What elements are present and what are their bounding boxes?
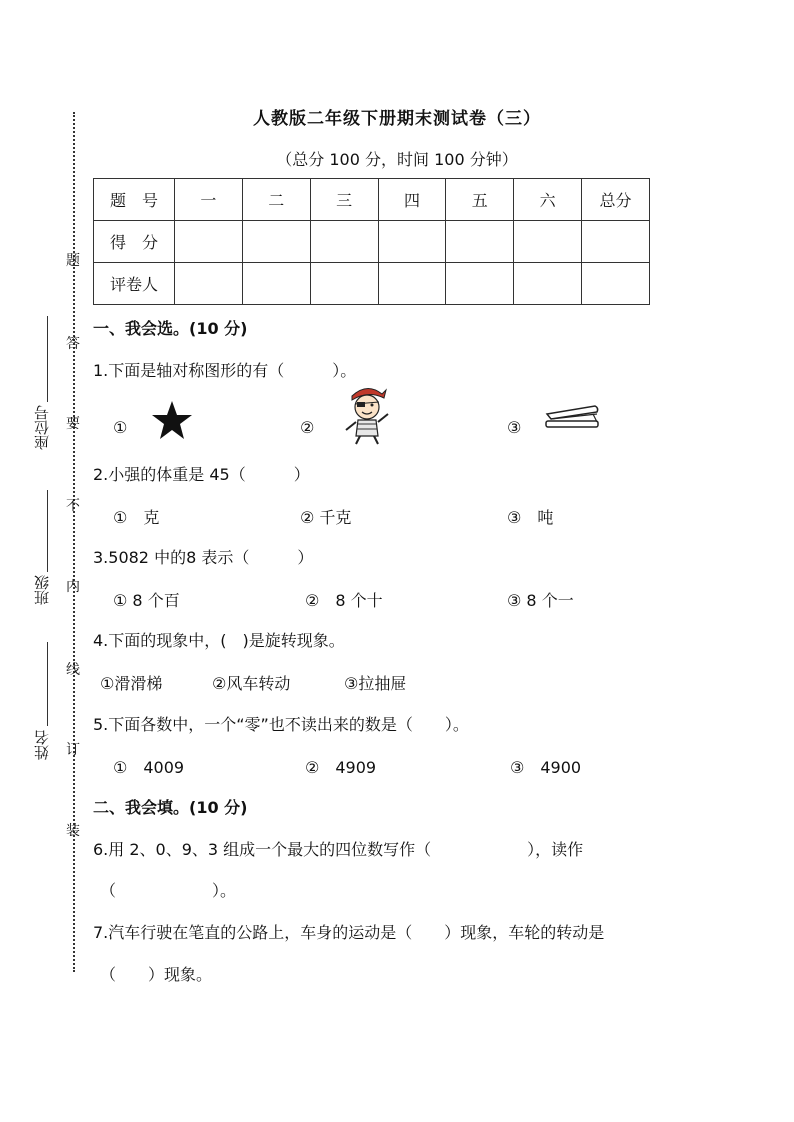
q2-option-3[interactable]: ③ 吨	[507, 508, 554, 527]
class-label: 班级	[33, 575, 51, 605]
table-header-cell: 题 号	[94, 179, 175, 221]
score-cell[interactable]	[514, 221, 582, 263]
table-row	[94, 179, 650, 221]
table-header-cell: 四	[378, 179, 446, 221]
q5-option-2[interactable]: ② 4909	[305, 758, 377, 777]
q5-option-1[interactable]: ① 4009	[113, 758, 185, 777]
score-cell[interactable]	[242, 221, 310, 263]
question-1: 1.下面是轴对称图形的有（ ）。	[93, 361, 357, 380]
margin-notice-char: 线	[66, 662, 80, 678]
score-cell[interactable]	[582, 221, 650, 263]
star-icon	[150, 400, 194, 440]
question-7-line-2: （ ）现象。	[100, 965, 213, 984]
table-header-cell: 三	[310, 179, 378, 221]
question-7-line-1: 7.汽车行驶在笔直的公路上，车身的运动是（ ）现象，车轮的转动是	[93, 923, 605, 942]
margin-notice-char: 不	[66, 498, 80, 514]
q4-option-3[interactable]: ③拉抽屉	[344, 674, 407, 693]
q4-option-2[interactable]: ②风车转动	[212, 674, 291, 693]
table-header-cell: 总分	[582, 179, 650, 221]
grader-cell[interactable]	[582, 263, 650, 305]
margin-notice-char: 订	[66, 742, 80, 758]
score-table	[93, 178, 650, 305]
pirate-cartoon-icon	[338, 380, 396, 446]
margin-notice-char: 答	[66, 336, 80, 352]
table-row	[94, 263, 650, 305]
question-2: 2.小强的体重是 45（ ）	[93, 465, 310, 484]
question-5: 5.下面各数中，一个“零”也不读出来的数是（ ）。	[93, 715, 469, 734]
table-row	[94, 221, 650, 263]
table-header-cell: 二	[242, 179, 310, 221]
q4-option-1[interactable]: ①滑滑梯	[100, 674, 163, 693]
q1-option-1[interactable]: ①	[113, 418, 128, 437]
seat-number-line	[47, 316, 48, 402]
section-title: 二、我会填。(10 分)	[93, 798, 248, 817]
q3-option-3[interactable]: ③ 8 个一	[507, 591, 574, 610]
name-line	[47, 642, 48, 726]
table-header-cell: 一	[175, 179, 243, 221]
binding-dotted-line	[73, 112, 75, 972]
question-6-line-1: 6.用 2、0、9、3 组成一个最大的四位数写作（ ），读作	[93, 840, 584, 859]
stapler-icon	[543, 402, 601, 430]
question-6-line-2: （ ）。	[100, 881, 237, 900]
score-cell[interactable]	[446, 221, 514, 263]
margin-notice-char: 要	[66, 416, 80, 432]
table-header-cell: 五	[446, 179, 514, 221]
score-cell[interactable]	[310, 221, 378, 263]
name-label: 姓名	[33, 730, 51, 760]
margin-notice-char: 内	[66, 579, 80, 595]
seat-number-label: 座位号	[33, 405, 51, 450]
q3-option-2[interactable]: ② 8 个十	[305, 591, 383, 610]
table-row-label: 评卷人	[94, 263, 175, 305]
q1-option-2[interactable]: ②	[300, 418, 315, 437]
section-title: 一、我会选。(10 分)	[93, 319, 248, 338]
margin-notice-char: 装	[66, 823, 80, 839]
grader-cell[interactable]	[310, 263, 378, 305]
grader-cell[interactable]	[378, 263, 446, 305]
page-title: 人教版二年级下册期末测试卷（三）	[253, 109, 541, 129]
table-header-cell: 六	[514, 179, 582, 221]
question-4: 4.下面的现象中，( )是旋转现象。	[93, 631, 345, 650]
grader-cell[interactable]	[242, 263, 310, 305]
q2-option-2[interactable]: ② 千克	[300, 508, 352, 527]
page-subtitle: （总分 100 分，时间 100 分钟）	[276, 150, 518, 169]
score-cell[interactable]	[378, 221, 446, 263]
grader-cell[interactable]	[514, 263, 582, 305]
grader-cell[interactable]	[175, 263, 243, 305]
q3-option-1[interactable]: ① 8 个百	[113, 591, 180, 610]
question-3: 3.5082 中的8 表示（ ）	[93, 548, 314, 567]
grader-cell[interactable]	[446, 263, 514, 305]
score-cell[interactable]	[175, 221, 243, 263]
q5-option-3[interactable]: ③ 4900	[510, 758, 582, 777]
table-row-label: 得 分	[94, 221, 175, 263]
class-line	[47, 490, 48, 572]
q2-option-1[interactable]: ① 克	[113, 508, 160, 527]
margin-notice-char: 题	[66, 253, 80, 269]
q1-option-3[interactable]: ③	[507, 418, 522, 437]
